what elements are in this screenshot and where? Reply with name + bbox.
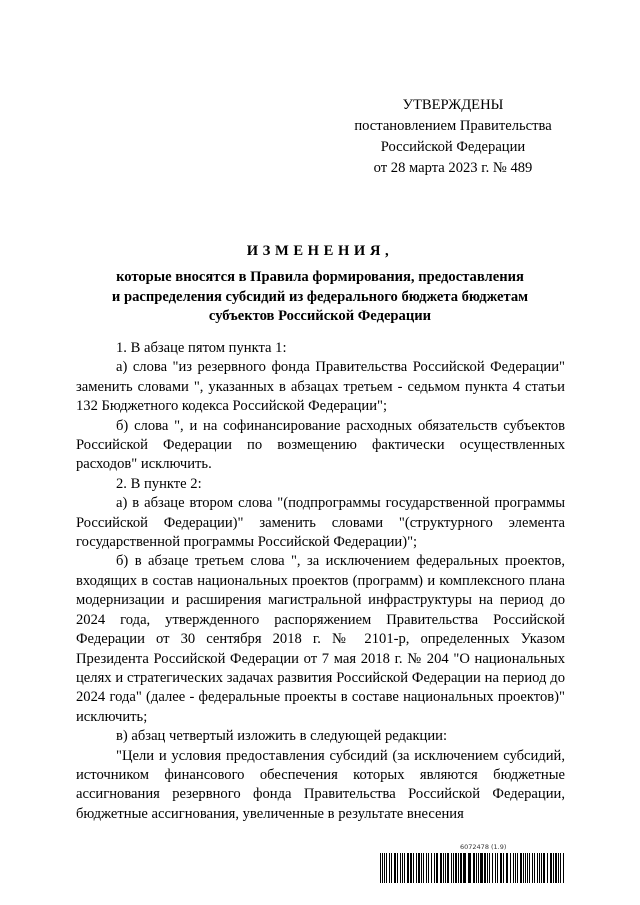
document-body xyxy=(76,339,565,824)
barcode-caption: 6072478 (1.9) xyxy=(460,843,507,851)
paragraph-1b: б) слова ", и на софинансирование расходных обязательств субъектов Российской Федерации по возмещению фактически осуществленных расходов" исключить. xyxy=(76,417,565,473)
document-subtitle xyxy=(78,268,562,327)
barcode-icon xyxy=(380,853,564,883)
subtitle-line-3: субъектов Российской Федерации xyxy=(208,308,432,324)
paragraph-2a: а) в абзаце втором слова "(подпрограммы государственной программы Российской Федерации)" заменить словами "(структурного элемента государственной программы Российской Федерации)"; xyxy=(76,495,565,551)
approval-stamp xyxy=(330,95,576,179)
paragraph-1a: а) слова "из резервного фонда Правительства Российской Федерации" заменить словами ", указанных в абзацах третьем - седьмом пункта 4 статьи 132 Бюджетного кодекса Российской Федерации"; xyxy=(76,359,565,415)
approval-line-2: постановлением Правительства xyxy=(354,118,552,134)
paragraph-2: 2. В пункте 2: xyxy=(116,475,202,492)
approval-line-1: УТВЕРЖДЕНЫ xyxy=(402,97,504,113)
paragraph-2v: в) абзац четвертый изложить в следующей редакции: xyxy=(116,728,448,745)
paragraph-1: 1. В абзаце пятом пункта 1: xyxy=(116,340,287,356)
paragraph-2b: б) в абзаце третьем слова ", за исключением федеральных проектов, входящих в состав национальных проектов (программ) и комплексного плана модернизации и расширения магистральной инфраструктуры на период до 2024 года, утвержденного распоряжением Правительства Российской Федерации от 30 сентября 2018 г. № 2101-р, определенных Указом Президента Российской Федерации от 7 мая 2018 г. № 204 "О национальных целях и стратегических задачах развития Российской Федерации на период до 2024 года" (далее - федеральные проекты в составе национальных проектов)" исключить; xyxy=(76,553,565,725)
subtitle-line-2: и распределения субсидий из федерального бюджета бюджетам xyxy=(111,288,529,305)
document-title: ИЗМЕНЕНИЯ, xyxy=(246,243,394,259)
subtitle-line-1: которые вносятся в Правила формирования, предоставления xyxy=(116,269,524,285)
document-barcode xyxy=(380,843,564,885)
paragraph-quote: "Цели и условия предоставления субсидий (за исключением субсидий, источником финансового обеспечения которых являются бюджетные ассигнования резервного фонда Правительства Российской Федерации, бюджетные ассигнования, увеличенные в результате внесения xyxy=(76,747,565,822)
approval-line-4: от 28 марта 2023 г. № 489 xyxy=(373,160,533,176)
approval-line-3: Российской Федерации xyxy=(380,139,526,155)
